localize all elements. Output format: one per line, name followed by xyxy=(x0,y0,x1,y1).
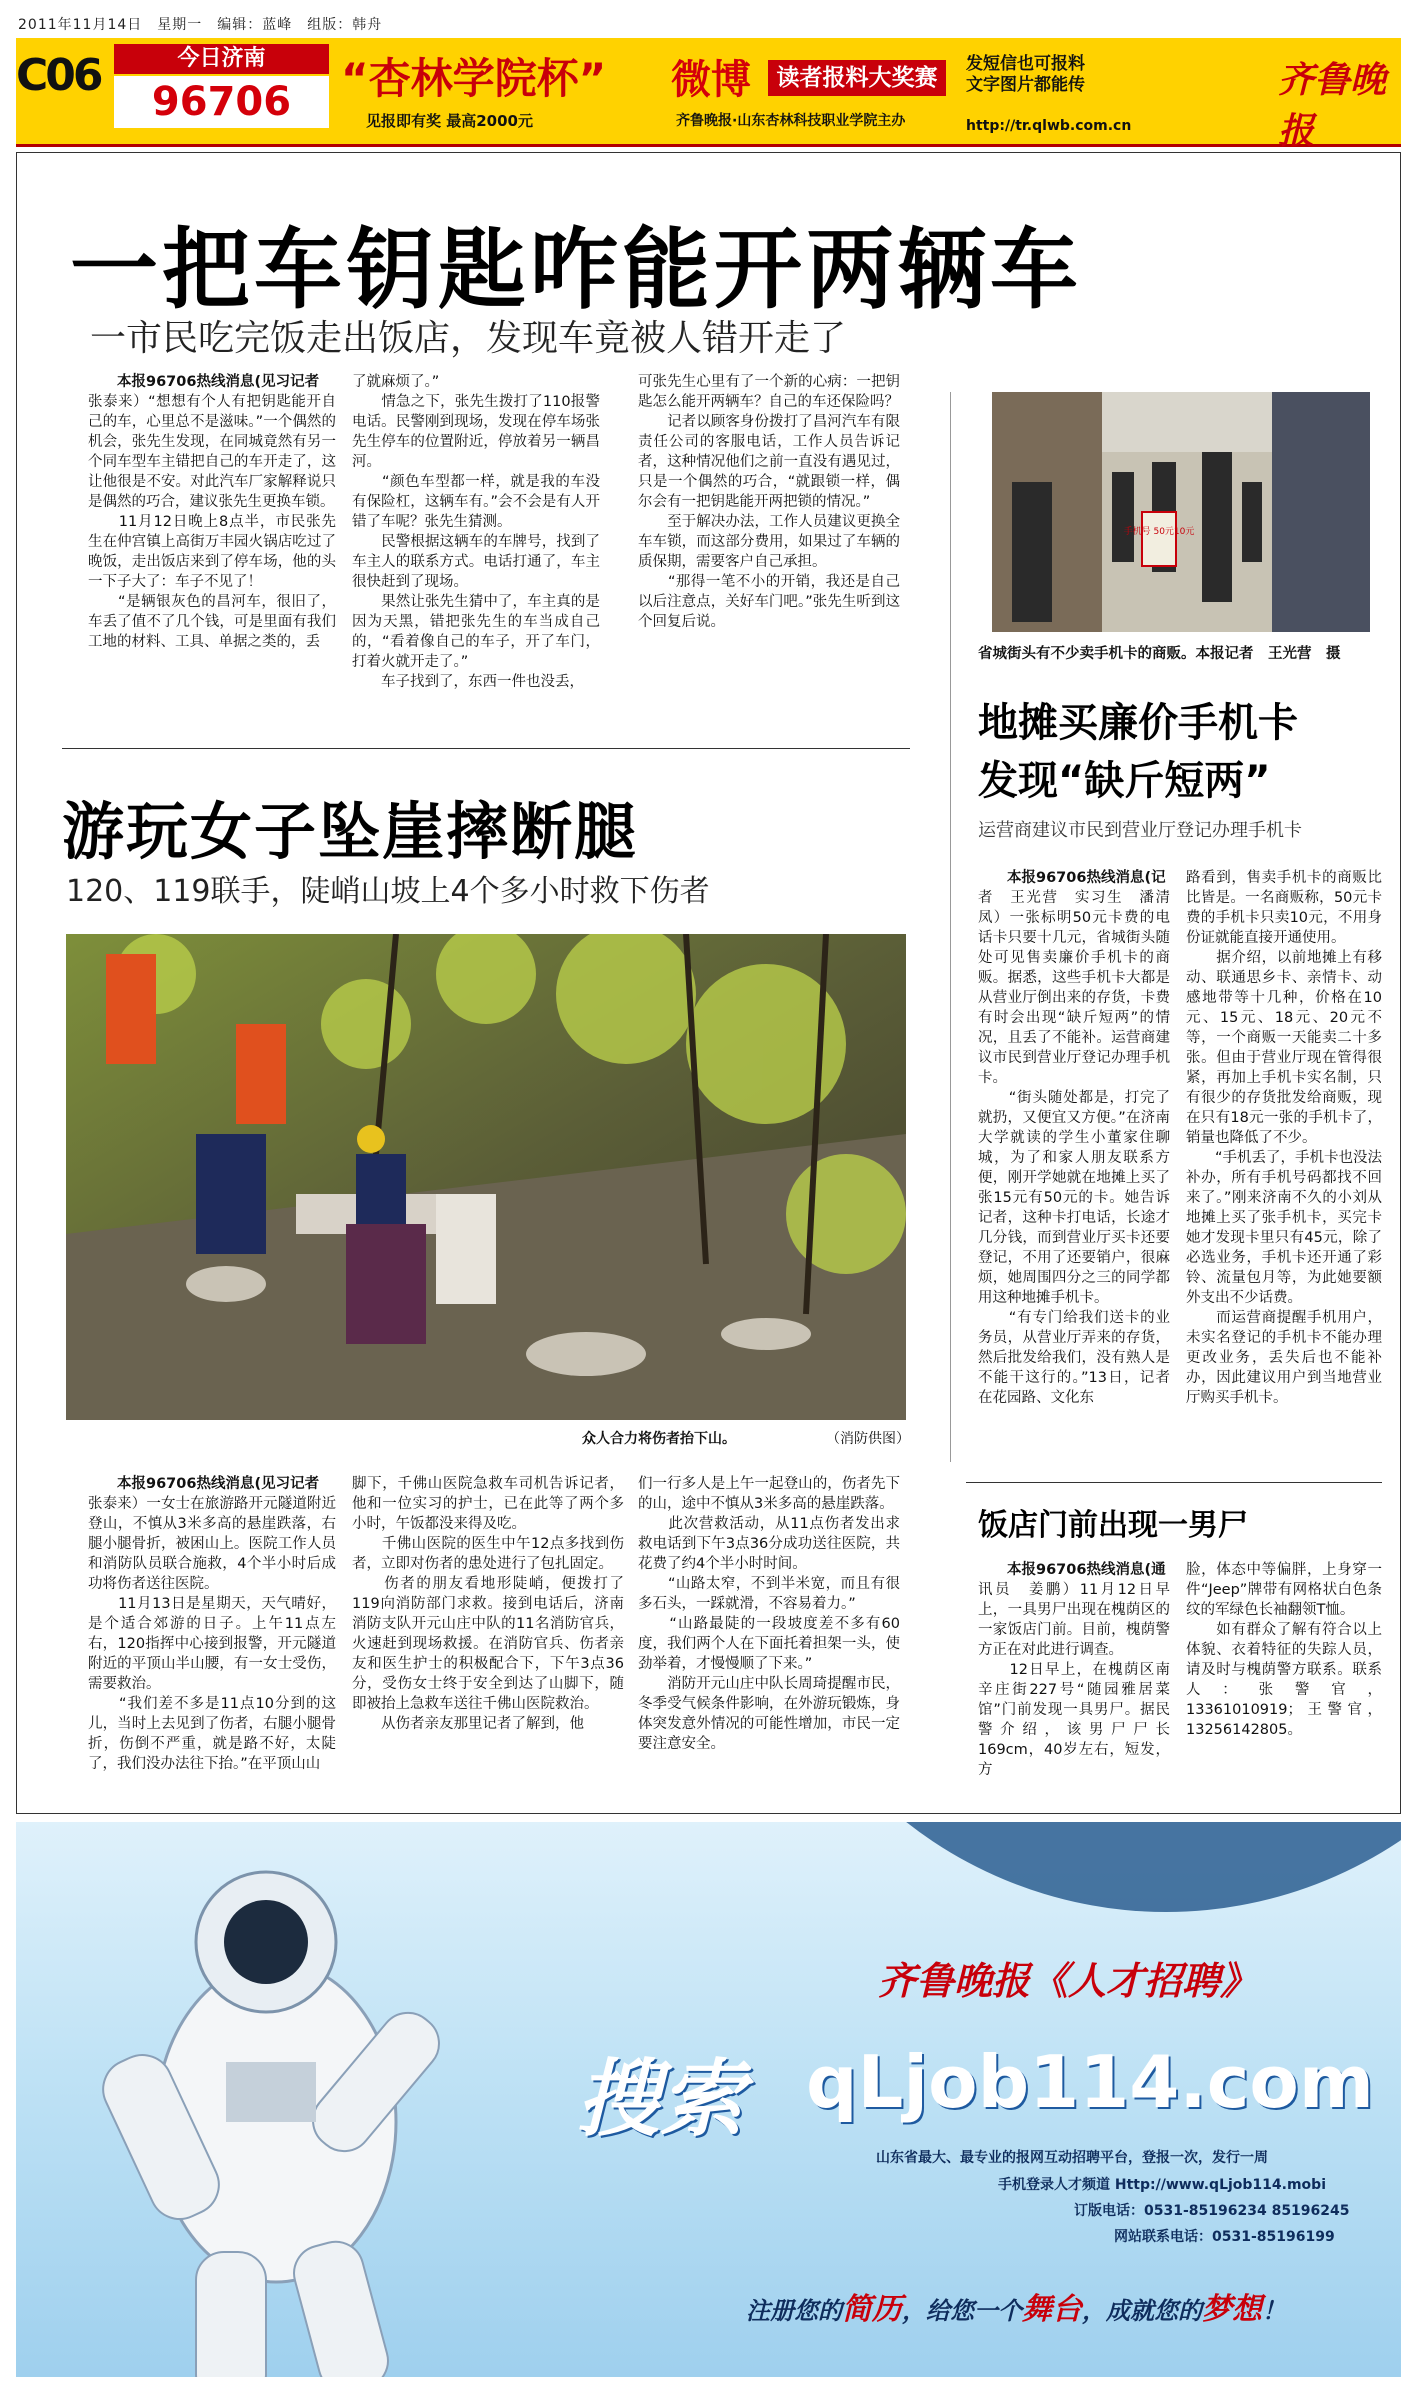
story3-headline-line1: 地摊买廉价手机卡 xyxy=(978,700,1298,746)
tag-part: ，成就您的 xyxy=(1082,2296,1202,2325)
tag-part: ！ xyxy=(1262,2296,1286,2325)
masthead xyxy=(16,38,1401,152)
divider xyxy=(62,748,910,749)
newspaper-logo: 齐鲁晚报 xyxy=(1278,59,1387,152)
ad-mobile[interactable]: 手机登录人才频道 Http://www.qLjob114.mobi xyxy=(998,2177,1326,2193)
hotline-label: 今日济南 xyxy=(114,44,329,74)
tag-part: 注册您的 xyxy=(746,2296,842,2325)
story3-col1-text: 者 王光营 实习生 潘清凤）一张标明50元卡费的电话卡只要十几元，省城街头随处可见售卖廉价手机卡的商贩。据悉，这些手机卡大都是从营业厅倒出来的存货，卡费有时会出现“缺斤短两”的情况，且丢了不能补。运营商建议市民到营业厅登记办理手机卡。 “街头随处都是，打完了就扔，又便宜又方便。”在济南大学就读的学生小董家住聊城，为了和家人朋友联系方便，刚开学她就在地摊上买了张15元有50元的卡。她告诉记者，这种卡打电话，长途才几分钱，而到营业厅买卡还要登记，不用了还要销户，很麻烦，她周围四分之三的同学都用这种地摊手机卡。 “有专门给我们送卡的业务员，从营业厅弄来的存货，然后批发给我们，没有熟人是不能干这行的。”13日，记者在花园路、文化东 xyxy=(978,890,1170,1406)
astronaut-figure xyxy=(93,1872,450,2377)
story2-col2: 脚下，千佛山医院急救车司机告诉记者，他和一位实习的护士，已在此等了两个多小时，午饭都没来得及吃。 千佛山医院的医生中午12点多找到伤者，立即对伤者的患处进行了包扎固定。 伤者的朋友看地形陡峭，便拨打了119向消防部门求救。接到电话后，济南消防支队开元山庄中队的11名消防官兵，火速赶到现场救援。在消防官兵、伤者亲友和医生护士的积极配合下，下午3点36分，受伤女士终于安全到达了山脚下，随即被抬上急救车送往千佛山医院救治。 从伤者亲友那里记者了解到，他 xyxy=(352,1476,624,1732)
page-code: C06 xyxy=(16,50,101,101)
story4-col1 xyxy=(978,1560,1170,1802)
ad-site[interactable]: qLjob114.com xyxy=(806,2040,1374,2124)
ad-phone xyxy=(1074,2200,1350,2220)
story1-col1 xyxy=(88,372,336,742)
ad-web-label: 网站联系电话： xyxy=(1114,2229,1212,2245)
story2-photo-credit: （消防供图） xyxy=(826,1431,910,1447)
story2-col3: 们一行多人是上午一起登山的，伤者先下的山，途中不慎从3米多高的悬崖跌落。 此次营救活动，从11点伤者发出求救电话到下午3点36分成功送往医院，共花费了约4个半小时时间。 “山路太窄，不到半米宽，而且有很多石头，一踩就滑，不容易着力。” “山路最陡的一段坡度差不多有60度，我们两个人在下面托着担架一头，使劲举着，才慢慢顺了下来。” 消防开元山庄中队长周琦提醒市民，冬季受气候条件影响，在外游玩锻炼，身体突发意外情况的可能性增加，市民一定要注意安全。 xyxy=(638,1476,900,1752)
ad-web-number: 0531-85196199 xyxy=(1212,2229,1335,2245)
story3-headline-line2: 发现“缺斤短两” xyxy=(978,758,1271,804)
award-title: 读者报料大奖赛 xyxy=(768,60,946,96)
ad-tagline xyxy=(746,2284,1286,2328)
ad-phone-label: 订版电话： xyxy=(1074,2203,1144,2219)
story3-headline xyxy=(978,694,1298,810)
divider xyxy=(966,1482,1382,1483)
sms-line: 文字图片都能传 xyxy=(966,75,1085,95)
contest-title: “杏林学院杯” xyxy=(341,54,607,103)
column-divider xyxy=(950,392,951,1462)
weibo-label: 微博 xyxy=(671,57,751,103)
story1-subhead: 一市民吃完饭走出饭店，发现车竟被人错开走了 xyxy=(90,318,847,359)
street-photo xyxy=(992,392,1370,632)
tag-resume: 简历 xyxy=(842,2292,902,2327)
story2-byline: 本报96706热线消息(见习记者 xyxy=(117,1476,320,1492)
sms-info xyxy=(966,54,1085,96)
contest-subtitle: 见报即有奖 最高2000元 xyxy=(366,112,533,130)
story4-col1-text: 讯员 姜鹏）11月12日早上，一具男尸出现在槐荫区的一家饭店门前。目前，槐荫警方正在对此进行调查。 12日早上，在槐荫区南辛庄街227号“随园雅居菜馆”门前发现一具男尸。据民警介绍，该男尸尸长169cm，40岁左右，短发，方 xyxy=(978,1582,1170,1778)
story3-byline: 本报96706热线消息(记 xyxy=(1007,870,1166,886)
story3-col1 xyxy=(978,868,1170,1468)
sign-text: 手机号 50元10元 xyxy=(1123,527,1195,537)
tag-dream: 梦想 xyxy=(1202,2292,1262,2327)
story1-byline: 本报96706热线消息(见习记者 xyxy=(117,374,320,390)
rescue-photo-art xyxy=(66,934,906,1420)
story4-headline: 饭店门前出现一男尸 xyxy=(978,1508,1248,1543)
story2-subhead: 120、119联手，陡峭山坡上4个多小时救下伤者 xyxy=(66,874,710,909)
tag-part: ，给您一个 xyxy=(902,2296,1022,2325)
page-meta: 2011年11月14日 星期一 编辑：蓝峰 组版：韩舟 xyxy=(18,17,383,33)
rescue-photo xyxy=(66,934,906,1420)
story4-col2: 脸，体态中等偏胖，上身穿一件“Jeep”牌带有网格状白色条纹的军绿色长袖翻领T恤。 如有群众了解有符合以上体貌、衣着特征的失踪人员，请及时与槐荫警方联系。联系人：张警官，13361010919；王警官，13256142805。 xyxy=(1186,1562,1382,1738)
story4-byline: 本报96706热线消息(通 xyxy=(1007,1562,1166,1578)
story1-col2: 了就麻烦了。” 情急之下，张先生拨打了110报警电话。民警刚到现场，发现在停车场张先生停车的位置附近，停放着另一辆昌河。 “颜色车型都一样，就是我的车没有保险杠，这辆车有。”会不会是有人开错了车呢？张先生猜测。 民警根据这辆车的车牌号，找到了车主人的联系方式。电话打通了，车主很快赶到了现场。 果然让张先生猜中了，车主真的是因为天黑，错把张先生的车当成自己的，“看着像自己的车子，开了车门，打着火就开走了。” 车子找到了，东西一件也没丢， xyxy=(352,374,600,690)
recruitment-ad[interactable] xyxy=(16,1822,1401,2377)
tag-stage: 舞台 xyxy=(1022,2292,1082,2327)
story3-col2: 路看到，售卖手机卡的商贩比比皆是。一名商贩称，50元卡费的手机卡只卖10元，不用身份证就能直接开通使用。 据介绍，以前地摊上有移动、联通思乡卡、亲情卡、动感地带等十几种，价格在10元、15元、18元、20元不等，一个商贩一天能卖二十多张。但由于营业厅现在管得很紧，再加上手机卡实名制，只有很少的存货批发给商贩，现在只有18元一张的手机卡了，销量也降低了不少。 “手机丢了，手机卡也没法补办，所有手机号码都找不回来了。”刚来济南不久的小刘从地摊上买了张手机卡，买完卡她才发现卡里只有45元，除了必选业务，手机卡还开通了彩铃、流量包月等，为此她要额外支出不少话费。 而运营商提醒手机用户，未实名登记的手机卡不能办理更改业务，丢失后也不能补办，因此建议用户到当地营业厅购买手机卡。 xyxy=(1186,870,1382,1406)
story2-col1-text: 张泰来）一女士在旅游路开元隧道附近登山，不慎从3米多高的悬崖跌落，右腿小腿骨折，被困山上。医院工作人员和消防队员联合施救，4个半小时后成功将伤者送往医院。 11月13日是星期天，天气晴好，是个适合郊游的日子。上午11点左右，120指挥中心接到报警，开元隧道附近的平顶山半山腰，有一女士受伤，需要救治。 “我们差不多是11点10分到的这儿，当时上去见到了伤者，右腿小腿骨折，伤倒不严重，就是路不好，太陡了，我们没办法往下抬。”在平顶山山 xyxy=(88,1496,336,1772)
ad-phone-number: 0531-85196234 85196245 xyxy=(1144,2203,1350,2219)
story2-col1 xyxy=(88,1474,336,1802)
ad-slogan: 山东省最大、最专业的报网互动招聘平台，登报一次，发行一周 xyxy=(876,2150,1268,2166)
story1-col1-text: 张泰来）“想想有个人有把钥匙能开自己的车，心里总不是滋味。”一个偶然的机会，张先生发现，在同城竟然有另一个同车型车主错把自己的车开走了，这让他很是不安。对此汽车厂家解释说只是偶然的巧合，建议张先生更换车锁。 11月12日晚上8点半，市民张先生在仲宫镇上高街万丰园火锅店吃过了晚饭，走出饭店来到了停车场，他的头一下子大了：车子不见了！ “是辆银灰色的昌河车，很旧了，车丢了值不了几个钱，可是里面有我们工地的材料、工具、单据之类的，丢 xyxy=(88,394,336,650)
story1-headline: 一把车钥匙咋能开两辆车 xyxy=(70,218,1083,321)
hotline-number: 96706 xyxy=(114,76,329,128)
sponsor-line: 齐鲁晚报·山东杏林科技职业学院主办 xyxy=(676,113,906,129)
hotline-box xyxy=(114,44,329,132)
story1-col3: 可张先生心里有了一个新的心病：一把钥匙怎么能开两辆车？自己的车还保险吗？ 记者以顾客身份拨打了昌河汽车有限责任公司的客服电话，工作人员告诉记者，这种情况他们之前一直没有遇见过，只是一个偶然的巧合，“就跟锁一样，偶尔会有一把钥匙能开两把锁的情况。” 至于解决办法，工作人员建议更换全车车锁，而这部分费用，如果过了车辆的质保期，需要客户自己承担。 “那得一笔不小的开销，我还是自己以后注意点，关好车门吧。”张先生听到这个回复后说。 xyxy=(638,374,900,630)
street-photo-art xyxy=(992,392,1370,632)
story3-photo-caption: 省城街头有不少卖手机卡的商贩。本报记者 王光营 摄 xyxy=(978,646,1341,662)
story3-subhead: 运营商建议市民到营业厅登记办理手机卡 xyxy=(978,820,1302,841)
sms-line: 发短信也可报料 xyxy=(966,54,1085,74)
report-url[interactable]: http://tr.qlwb.com.cn xyxy=(966,118,1132,134)
ad-search-word: 搜索 xyxy=(576,2050,745,2148)
story2-headline: 游玩女子坠崖摔断腿 xyxy=(62,795,639,868)
ad-web-phone xyxy=(1114,2226,1335,2246)
ad-brand: 齐鲁晚报《人才招聘》 xyxy=(878,1958,1259,2003)
story2-photo-caption: 众人合力将伤者抬下山。 xyxy=(582,1431,736,1447)
